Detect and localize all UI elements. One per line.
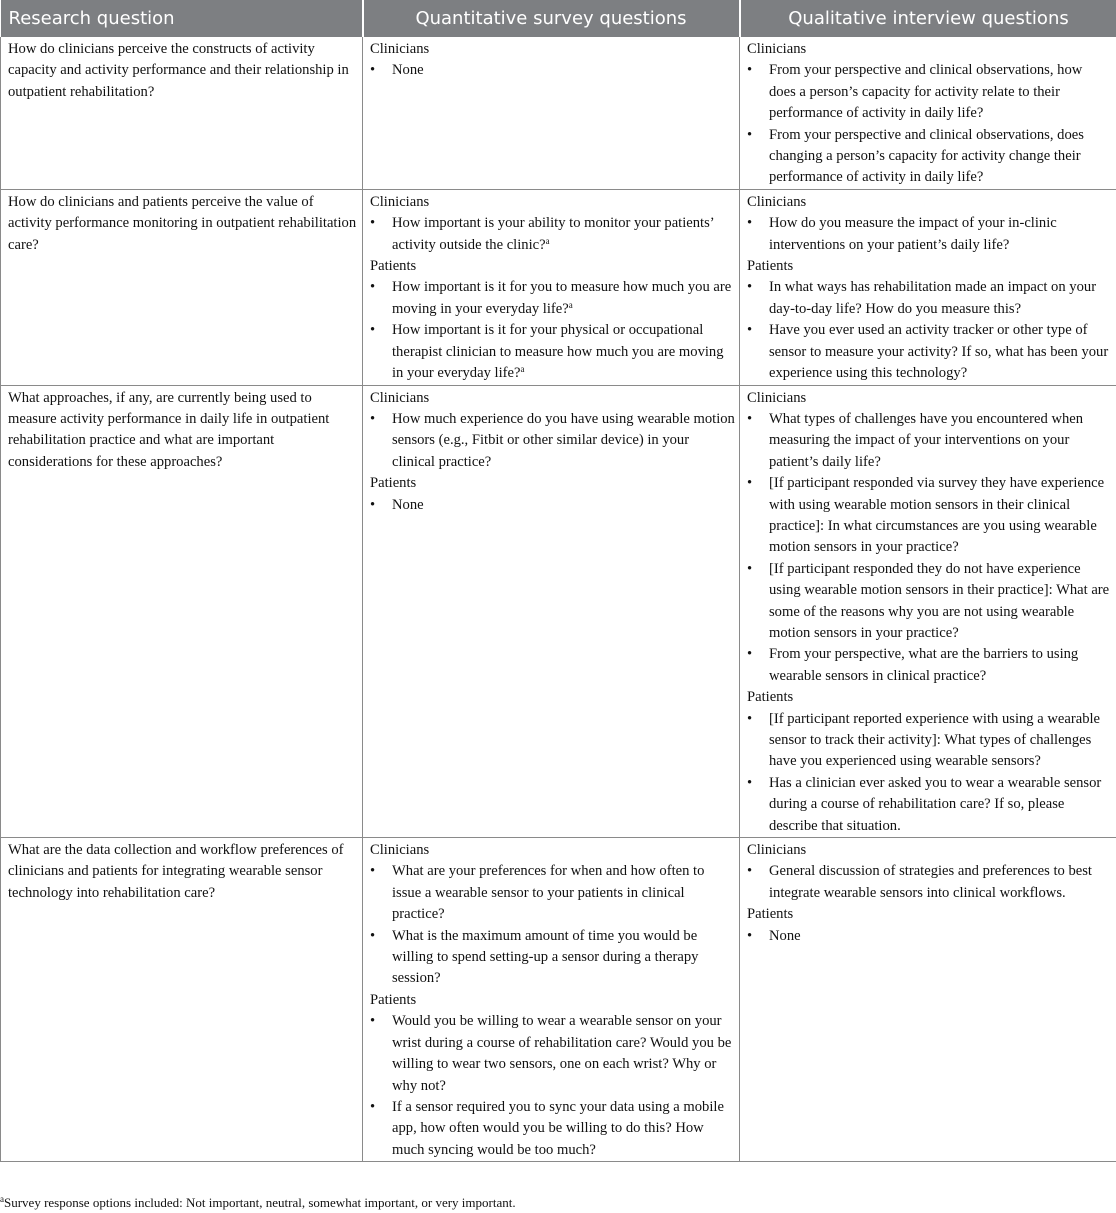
question-text: Has a clinician ever asked you to wear a wearable sensor during a course of rehabilitation care? If so, please describe that situation.: [769, 774, 1102, 834]
question-list: [747, 213, 1112, 256]
question-text: Have you ever used an activity tracker or other type of sensor to measure your activity? If so, what has been your experience using this technology?: [769, 322, 1109, 382]
question-text: General discussion of strategies and preferences to best integrate wearable sensors into clinical workflows.: [769, 863, 1092, 901]
question-item: [747, 409, 1112, 473]
question-item: [370, 861, 735, 925]
question-item: [747, 213, 1112, 256]
question-item: [747, 644, 1112, 687]
question-item: [370, 1011, 735, 1097]
question-item: [747, 773, 1112, 837]
respondent-group-label: Clinicians: [370, 389, 430, 406]
question-item: [747, 320, 1112, 384]
respondent-group-label: Patients: [370, 475, 417, 492]
header-research-question: Research question: [1, 0, 363, 37]
question-list: [747, 277, 1112, 384]
footnote-marker: a: [0, 1194, 4, 1204]
respondent-group-label: Clinicians: [747, 193, 807, 210]
question-list: [370, 1011, 735, 1161]
question-item: [747, 559, 1112, 645]
question-text: What is the maximum amount of time you would be willing to spend setting-up a sensor during a therapy session?: [392, 927, 699, 987]
respondent-group-label: Patients: [370, 258, 417, 275]
question-item: [370, 926, 735, 990]
question-list: [370, 495, 735, 516]
question-list: [747, 60, 1112, 188]
question-list: [370, 60, 735, 81]
quantitative-cell: [363, 37, 740, 189]
question-text: From your perspective and clinical observations, how does a person’s capacity for activity relate to their performance of activity in daily life?: [769, 62, 1083, 122]
question-list: [370, 213, 735, 256]
question-text: If a sensor required you to sync your data using a mobile app, how often would you be willing to do this? How much syncing would be too much?: [392, 1098, 724, 1158]
question-list: [370, 409, 735, 473]
table-row: [1, 189, 1116, 385]
question-text: How important is it for your physical or occupational therapist clinician to measure how much you are moving in your everyday life?: [392, 322, 724, 382]
question-item: [747, 861, 1112, 904]
respondent-group-label: Patients: [747, 689, 794, 706]
question-item: [370, 495, 735, 516]
research-question-cell: How do clinicians and patients perceive the value of activity performance monitoring in outpatient rehabilitation care?: [1, 189, 363, 385]
question-item: [370, 1097, 735, 1161]
quantitative-cell: [363, 385, 740, 838]
question-text: What are your preferences for when and how often to issue a wearable sensor to your patients in clinical practice?: [392, 863, 705, 923]
table-footnote: [0, 1195, 516, 1211]
question-text: None: [769, 927, 801, 944]
qualitative-cell: [740, 385, 1116, 838]
header-qualitative-interview-questions: Qualitative interview questions: [740, 0, 1116, 37]
question-item: [747, 60, 1112, 124]
question-text: From your perspective, what are the barriers to using wearable sensors in clinical practice?: [769, 646, 1079, 684]
research-question-cell: What are the data collection and workflow preferences of clinicians and patients for integrating wearable sensor technology into rehabilitation care?: [1, 838, 363, 1162]
respondent-group-label: Clinicians: [370, 842, 430, 859]
table-row: [1, 385, 1116, 838]
respondent-group-label: Patients: [747, 906, 794, 923]
question-list: [370, 861, 735, 989]
question-item: [747, 926, 1112, 947]
footnote-ref: a: [568, 299, 573, 310]
question-text: How important is it for you to measure how much you are moving in your everyday life?: [392, 279, 732, 317]
footnote-ref: a: [545, 235, 550, 246]
question-item: [370, 409, 735, 473]
question-item: [370, 277, 735, 320]
respondent-group-label: Clinicians: [747, 389, 807, 406]
question-text: Would you be willing to wear a wearable sensor on your wrist during a course of rehabilitation care? Would you be willing to wear two sensors, one on each wrist? Why or why not?: [392, 1013, 732, 1094]
question-list: [370, 277, 735, 384]
research-question-cell: How do clinicians perceive the constructs of activity capacity and activity performance and their relationship in outpatient rehabilitation?: [1, 37, 363, 189]
research-question-cell: What approaches, if any, are currently being used to measure activity performance in daily life in outpatient rehabilitation practice and what are important considerations for these approaches?: [1, 385, 363, 838]
respondent-group-label: Patients: [747, 258, 794, 275]
question-text: [If participant responded via survey they have experience with using wearable motion sensors in their clinical practice]: In what circumstances are you using wearable motion sensors in your practice?: [769, 475, 1105, 556]
question-item: [747, 277, 1112, 320]
qualitative-cell: [740, 37, 1116, 189]
question-text: How do you measure the impact of your in-clinic interventions on your patient’s daily life?: [769, 215, 1057, 253]
question-text: None: [392, 496, 424, 513]
question-text: How much experience do you have using wearable motion sensors (e.g., Fitbit or other similar device) in your clinical practice?: [392, 410, 735, 470]
question-text: What types of challenges have you encountered when measuring the impact of your interventions on your patient’s daily life?: [769, 410, 1084, 470]
quantitative-cell: [363, 189, 740, 385]
question-list: [747, 409, 1112, 687]
question-list: [747, 926, 1112, 947]
question-item: [747, 125, 1112, 189]
question-text: [If participant responded they do not have experience using wearable motion sensors in their practice]: What are some of the reasons why you are not using wearable motion sensors in your practice?: [769, 560, 1110, 641]
question-item: [370, 320, 735, 384]
qualitative-cell: [740, 838, 1116, 1162]
footnote-text: Survey response options included: Not important, neutral, somewhat important, or very important.: [4, 1195, 516, 1210]
question-item: [747, 473, 1112, 559]
table-row: [1, 37, 1116, 189]
header-row: [1, 0, 1116, 37]
table-row: [1, 838, 1116, 1162]
footnote-ref: a: [520, 364, 525, 375]
question-item: [747, 709, 1112, 773]
question-text: [If participant reported experience with using a wearable sensor to track their activity]: What types of challenges have you experienced using wearable sensors?: [769, 710, 1101, 770]
question-text: How important is your ability to monitor your patients’ activity outside the clinic?: [392, 215, 714, 253]
question-item: [370, 60, 735, 81]
respondent-group-label: Patients: [370, 991, 417, 1008]
respondent-group-label: Clinicians: [747, 842, 807, 859]
quantitative-cell: [363, 838, 740, 1162]
respondent-group-label: Clinicians: [370, 41, 430, 57]
respondent-group-label: Clinicians: [747, 41, 807, 57]
qualitative-cell: [740, 189, 1116, 385]
question-list: [747, 861, 1112, 904]
question-list: [747, 709, 1112, 837]
question-item: [370, 213, 735, 256]
question-text: In what ways has rehabilitation made an impact on your day-to-day life? How do you measure this?: [769, 279, 1097, 317]
respondent-group-label: Clinicians: [370, 193, 430, 210]
question-text: None: [392, 62, 424, 79]
header-quantitative-survey-questions: Quantitative survey questions: [363, 0, 740, 37]
question-text: From your perspective and clinical observations, does changing a person’s capacity for activity change their performance of activity in daily life?: [769, 126, 1084, 186]
